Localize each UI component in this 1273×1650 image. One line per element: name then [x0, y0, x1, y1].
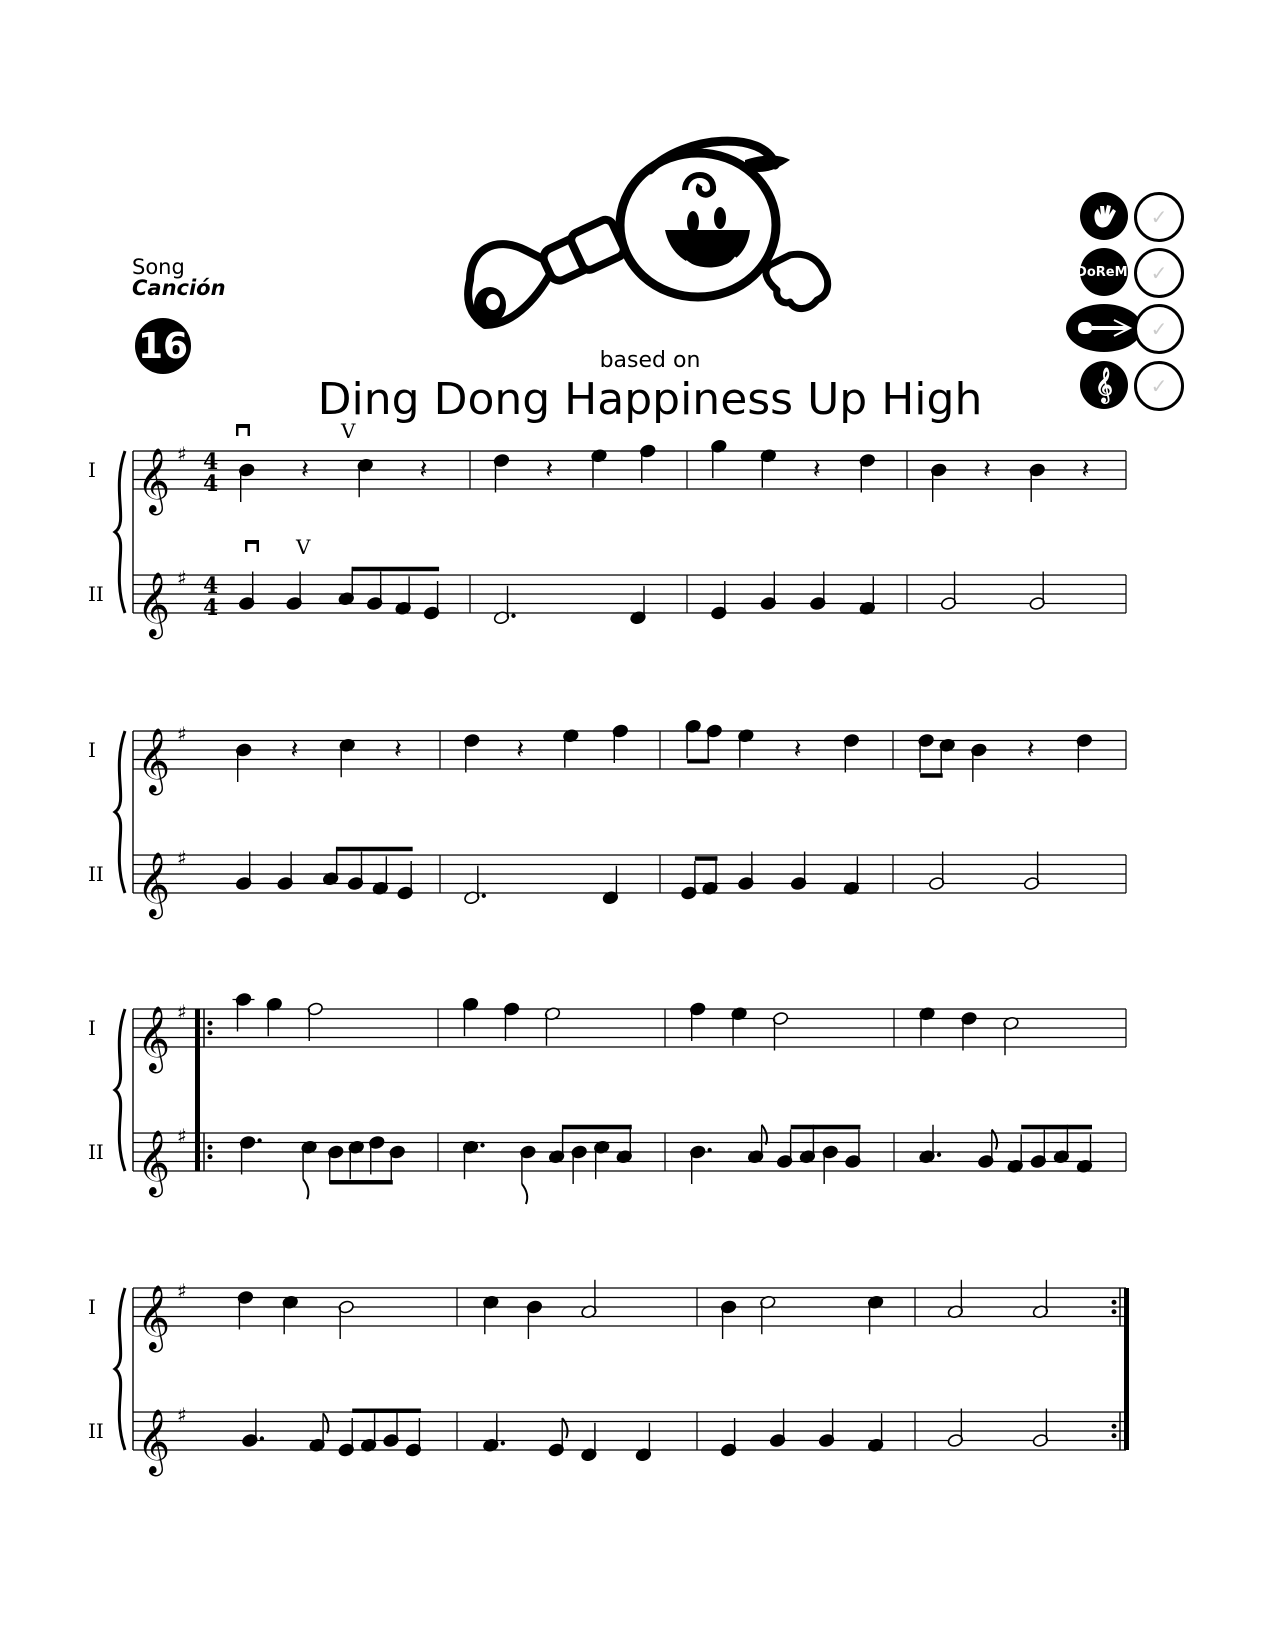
quarter-rest: 𝄽	[982, 455, 991, 485]
down-bow-mark	[245, 540, 248, 552]
quarter-rest: 𝄽	[793, 735, 802, 765]
eighth-beam	[330, 1180, 393, 1185]
repeat-dot	[208, 1021, 213, 1026]
eighth-flag	[303, 1179, 308, 1199]
part-label: II	[88, 862, 104, 886]
quarter-rest: 𝄽	[545, 455, 554, 485]
quarter-rest: 𝄽	[1026, 735, 1035, 765]
treble-clef: 𝄞	[137, 1130, 171, 1195]
eighth-flag	[522, 1184, 527, 1204]
treble-clef: 𝄞	[137, 448, 171, 513]
repeat-dot	[1112, 1424, 1117, 1429]
quarter-rest: 𝄽	[516, 735, 525, 765]
quarter-rest: 𝄽	[812, 455, 821, 485]
part-label: II	[88, 582, 104, 606]
repeat-dot	[208, 1154, 213, 1159]
up-bow-mark: V	[296, 535, 311, 559]
eighth-beam	[695, 856, 718, 861]
song-number-badge: 16	[135, 318, 191, 374]
part-label: I	[88, 738, 96, 762]
down-bow-mark	[257, 540, 260, 552]
system-brace	[115, 731, 125, 893]
repeat-start-thick-line	[195, 1047, 200, 1133]
repeat-dot	[1112, 1300, 1117, 1305]
eighth-beam	[687, 759, 710, 764]
part-label: II	[88, 1419, 104, 1443]
part-label: I	[88, 458, 96, 482]
system-brace	[115, 1009, 125, 1171]
eighth-beam	[920, 773, 943, 778]
quarter-rest: 𝄽	[300, 455, 309, 485]
eighth-beam	[791, 1125, 861, 1130]
subtitle: based on	[599, 348, 701, 373]
augmentation-dot	[511, 614, 515, 618]
quarter-rest: 𝄽	[1081, 455, 1090, 485]
key-signature-sharp: ♯	[177, 1279, 187, 1303]
quarter-rest: 𝄽	[419, 455, 428, 485]
augmentation-dot	[482, 894, 486, 898]
part-label: I	[88, 1016, 96, 1040]
repeat-dot	[1112, 1433, 1117, 1438]
repeat-start-thick-line	[195, 1133, 200, 1171]
song-label-spanish: Canción	[132, 276, 226, 300]
system-brace	[115, 1288, 125, 1450]
treble-clef-icon: 𝄞	[1080, 361, 1128, 409]
eighth-beam	[563, 1125, 632, 1130]
time-signature-bottom: 4	[203, 471, 219, 497]
time-signature-top: 4	[203, 573, 219, 599]
eighth-beam	[352, 567, 439, 572]
augmentation-dot	[260, 1436, 264, 1440]
part-label: II	[88, 1140, 104, 1164]
time-signature-top: 4	[203, 449, 219, 475]
time-signature-bottom: 4	[203, 595, 219, 621]
key-signature-sharp: ♯	[177, 722, 187, 746]
part-label: I	[88, 1295, 96, 1319]
quarter-rest: 𝄽	[393, 735, 402, 765]
treble-clef: 𝄞	[137, 852, 171, 917]
key-signature-sharp: ♯	[177, 1403, 187, 1427]
down-bow-mark	[236, 424, 239, 436]
progress-checkbox[interactable]: ✓	[1134, 192, 1184, 242]
key-signature-sharp: ♯	[177, 846, 187, 870]
repeat-dot	[208, 1145, 213, 1150]
treble-clef: 𝄞	[137, 572, 171, 637]
treble-clef: 𝄞	[137, 1285, 171, 1350]
augmentation-dot	[480, 1143, 484, 1147]
progress-checkbox[interactable]: ✓	[1134, 248, 1184, 298]
progress-checkbox[interactable]: ✓	[1134, 304, 1184, 354]
song-title: Ding Dong Happiness Up High	[317, 374, 983, 425]
key-signature-sharp: ♯	[177, 442, 187, 466]
treble-clef: 𝄞	[137, 1006, 171, 1071]
treble-clef: 𝄞	[137, 1409, 171, 1474]
eighth-beam	[352, 1409, 421, 1414]
quarter-rest: 𝄽	[290, 735, 299, 765]
repeat-dot	[208, 1030, 213, 1035]
key-signature-sharp: ♯	[177, 1000, 187, 1024]
up-bow-mark: V	[341, 419, 356, 443]
repeat-start-thick-line	[195, 1009, 200, 1047]
treble-clef: 𝄞	[137, 728, 171, 793]
down-bow-mark	[248, 424, 251, 436]
system-brace	[115, 451, 125, 613]
eighth-flag	[762, 1125, 767, 1145]
key-signature-sharp: ♯	[177, 1124, 187, 1148]
eighth-beam	[337, 847, 413, 852]
doremi-icon: DoReMi	[1080, 248, 1128, 296]
augmentation-dot	[708, 1148, 712, 1152]
eighth-flag	[323, 1413, 328, 1433]
augmentation-dot	[937, 1153, 941, 1157]
song-label: Song	[132, 255, 185, 279]
key-signature-sharp: ♯	[177, 566, 187, 590]
repeat-end-thick-line	[1124, 1288, 1129, 1450]
progress-checkbox[interactable]: ✓	[1134, 361, 1184, 411]
augmentation-dot	[257, 1138, 261, 1142]
augmentation-dot	[501, 1441, 505, 1445]
eighth-beam	[1021, 1125, 1092, 1130]
repeat-dot	[1112, 1309, 1117, 1314]
